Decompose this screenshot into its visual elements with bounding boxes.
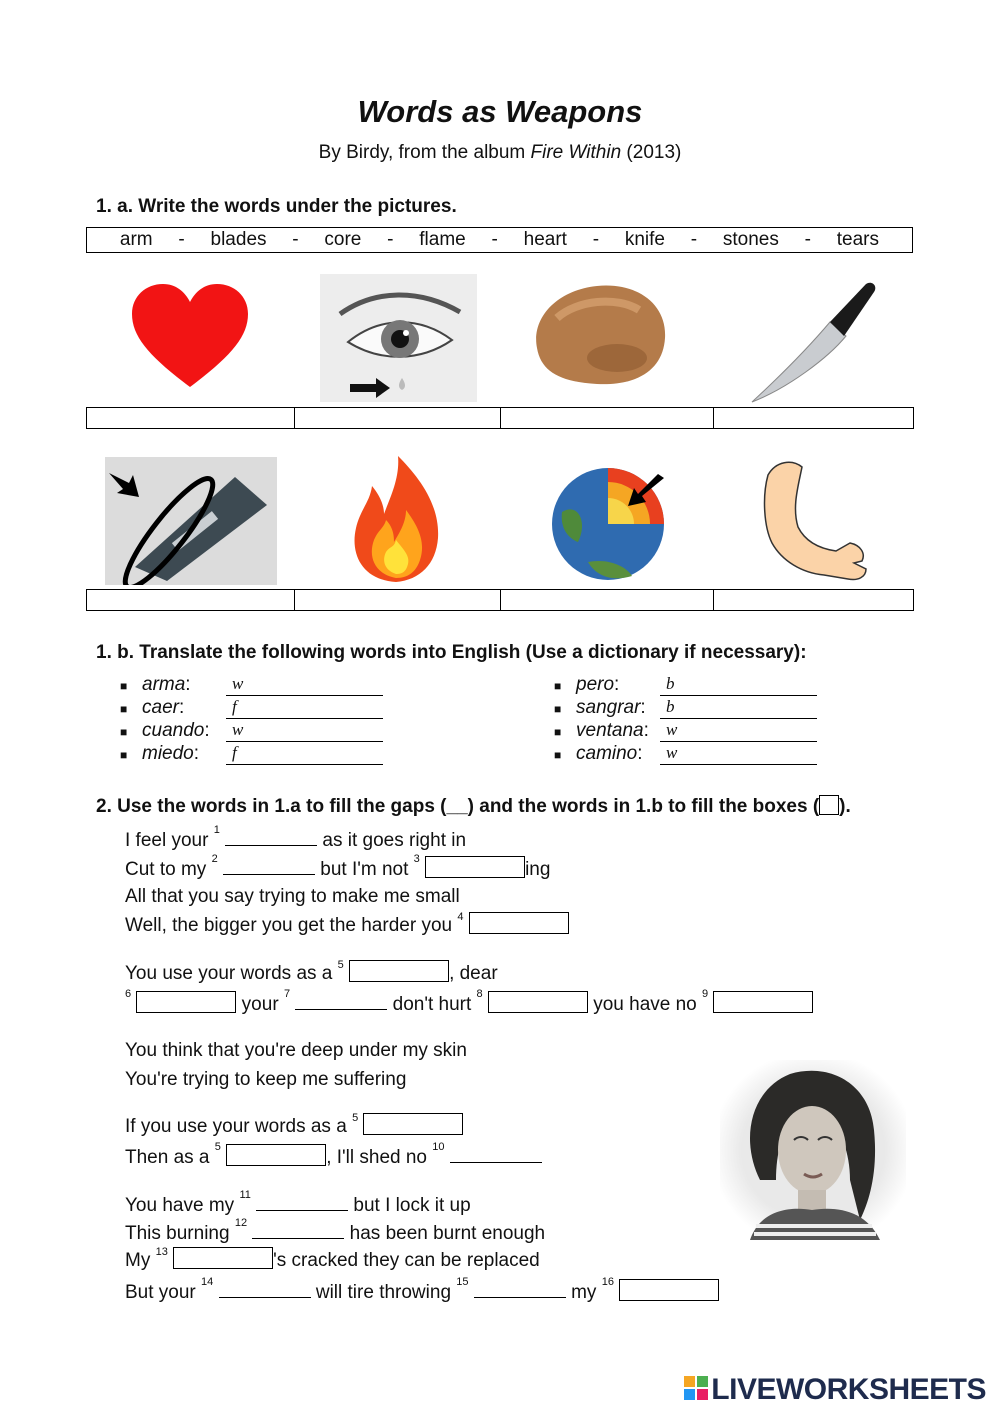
lyric-line: You think that you're deep under my skin <box>125 1040 467 1061</box>
box-input[interactable] <box>363 1113 463 1135</box>
gap-input[interactable] <box>256 1193 348 1211</box>
box-input[interactable] <box>469 912 569 934</box>
vocab-item: ■ camino : w <box>554 743 854 766</box>
gap-input[interactable] <box>295 992 387 1010</box>
lyric-line: Then as a $^5$ , I'll shed no $^{10}$ <box>125 1145 542 1169</box>
translation-input[interactable]: w <box>226 720 383 742</box>
answer-arm-input[interactable] <box>714 590 913 610</box>
lyric-line: Well, the bigger you get the harder you $^4$ <box>125 915 569 937</box>
vocab-item: ■ pero : b <box>554 674 854 697</box>
lyric-line: You use your words as a $^5$ , dear <box>125 959 498 985</box>
word-bank: arm - blades - core - flame - heart - knife - stones - tears <box>86 227 913 253</box>
gap-input[interactable] <box>225 828 317 846</box>
vocab-right <box>554 674 854 766</box>
translation-input[interactable]: f <box>226 743 383 765</box>
box-input[interactable] <box>226 1144 326 1166</box>
lyric-line: Cut to my $^2$ but I'm not $^3$ ing <box>125 853 551 880</box>
answer-blades-input[interactable] <box>87 590 295 610</box>
answer-heart-input[interactable] <box>87 408 295 428</box>
section-2-heading: 2. Use the words in 1.a to fill the gaps (__) and the words in 1.b to fill the boxes ( ). <box>96 796 851 817</box>
translation-input[interactable]: b <box>660 697 817 719</box>
lyric-line: I feel your $^1$ as it goes right in <box>125 824 467 851</box>
gap-input[interactable] <box>219 1280 311 1298</box>
answer-stones-input[interactable] <box>501 408 714 428</box>
vocab-left <box>120 674 420 766</box>
gap-input[interactable] <box>450 1145 542 1163</box>
vocab-item: ■ miedo : f <box>120 743 420 766</box>
lyric-line: You have my $^{11}$ but I lock it up <box>125 1189 471 1216</box>
subtitle: By Birdy, from the album Fire Within (2013) <box>318 142 682 163</box>
tear-picture <box>320 274 477 402</box>
box-input[interactable] <box>425 856 525 878</box>
vocab-item: ■ arma : w <box>120 674 420 697</box>
box-input[interactable] <box>488 991 588 1013</box>
gap-input[interactable] <box>223 857 315 875</box>
answer-knife-input[interactable] <box>714 408 913 428</box>
lyric-line: If you use your words as a $^5$ <box>125 1116 463 1138</box>
lyric-line: This burning $^{12}$ has been burnt enough <box>125 1217 546 1244</box>
liveworksheets-logo: LIVEWORKSHEETS <box>684 1373 986 1407</box>
lyric-line: But your $^{14}$ will tire throwing $^{15}$ my $^{16}$ <box>125 1280 719 1304</box>
heart-picture <box>130 282 250 392</box>
lyric-line: $^6$ your $^7$ don't hurt $^8$ you have no $^9$ <box>125 992 813 1016</box>
answer-core-input[interactable] <box>501 590 714 610</box>
translation-input[interactable]: f <box>226 697 383 719</box>
section-1a-heading: 1. a. Write the words under the pictures. <box>96 196 457 217</box>
box-input[interactable] <box>619 1279 719 1301</box>
gap-input[interactable] <box>252 1221 344 1239</box>
stone-picture <box>527 278 672 390</box>
flame-picture <box>348 456 444 584</box>
singer-photo <box>720 1060 906 1240</box>
knife-picture <box>748 278 878 406</box>
translation-input[interactable]: w <box>226 674 383 696</box>
vocab-item: ■ cuando : w <box>120 720 420 743</box>
answer-flame-input[interactable] <box>295 590 501 610</box>
answer-row-1 <box>86 407 914 429</box>
page-title: Words as Weapons <box>357 94 643 129</box>
lyric-line: All that you say trying to make me small <box>125 886 460 907</box>
section-1b-heading: 1. b. Translate the following words into English (Use a dictionary if necessary): <box>96 642 807 663</box>
gap-input[interactable] <box>474 1280 566 1298</box>
blade-picture <box>105 457 277 585</box>
earth-core-picture <box>548 462 670 582</box>
translation-input[interactable]: w <box>660 720 817 742</box>
box-input[interactable] <box>136 991 236 1013</box>
answer-tears-input[interactable] <box>295 408 501 428</box>
translation-input[interactable]: w <box>660 743 817 765</box>
answer-row-2 <box>86 589 914 611</box>
lyric-line: My $^{13}$ 's cracked they can be replaced <box>125 1246 540 1272</box>
vocab-item: ■ caer : f <box>120 697 420 720</box>
box-input[interactable] <box>349 960 449 982</box>
translation-input[interactable]: b <box>660 674 817 696</box>
arm-picture <box>762 457 870 587</box>
lyric-line: You're trying to keep me suffering <box>125 1069 407 1090</box>
liveworksheets-logo-icon <box>684 1376 708 1400</box>
box-input[interactable] <box>173 1247 273 1269</box>
box-input[interactable] <box>713 991 813 1013</box>
vocab-item: ■ sangrar : b <box>554 697 854 720</box>
box-sample <box>819 795 839 815</box>
vocab-item: ■ ventana : w <box>554 720 854 743</box>
